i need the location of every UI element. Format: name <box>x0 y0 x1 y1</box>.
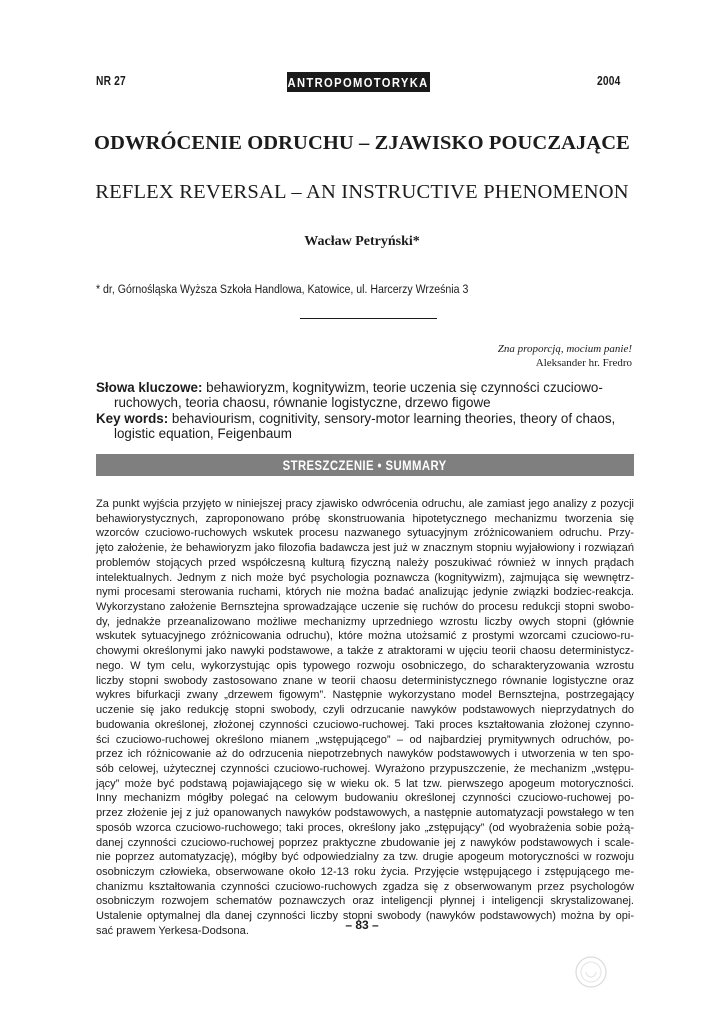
year: 2004 <box>597 74 621 88</box>
summary-line: przez ich różnicowanie aż do odrzucenia niepotrzebnych nawyków podstawowych i utworzenia w ten spo- <box>96 748 634 761</box>
summary-line: budowania określonej, złożonej czynności czuciowo-ruchowej. Taki proces kształtowania złożonej czynno- <box>96 718 634 731</box>
title-polish: ODWRÓCENIE ODRUCHU – ZJAWISKO POUCZAJĄCE <box>94 132 630 154</box>
keywords-pl-text-1: behawioryzm, kognitywizm, teorie uczenia się czynności czuciowo- <box>202 380 603 395</box>
summary-line: Za punkt wyjścia przyjęto w niniejszej pracy zjawisko odwrócenia odruchu, ale zamiast jego analizy z pozycji <box>96 498 634 510</box>
summary-line: jęto założenie, że behawioryzm jako filozofia badawcza jest już w znacznym stopniu wyjałowiony i rozwiązań <box>96 542 634 555</box>
page-number: – 83 – <box>345 918 379 932</box>
summary-line: dy, jednakże przeanalizowano możliwe mechanizmy uprzedniego wzrostu liczby owych stopni (głównie <box>96 615 634 628</box>
journal-name: ANTROPOMOTORYKA <box>287 74 430 90</box>
summary-line: przez złożenie jej z już opanowanych nawyków podstawowych, a następnie automatyzacji powstałego w ten <box>96 807 634 820</box>
summary-line: wskutek sytuacyjnego zróżnicowania odruchu), które można utożsamić z prostymi wzorcami czuciowo-ru- <box>96 630 634 643</box>
keywords-english <box>96 411 634 442</box>
keywords-pl-label: Słowa kluczowe: <box>96 380 203 395</box>
summary-text <box>96 497 634 939</box>
summary-line: danej czynności czuciowo-ruchowej poprzez praktyczne zbudowanie jej z nawyków podstawowych i scale- <box>96 836 634 849</box>
summary-heading: STRESZCZENIE • SUMMARY <box>282 457 447 473</box>
summary-line: sposób wzorca czuciowo-ruchowego; taki proces, określony jako „zstępujący” (od wyobrażenia sobie pożą- <box>96 821 634 834</box>
summary-line: osobniczym rozwojem schematów poznawczych oraz inteligencji płynnej i inteligencji skrystalizowanej. <box>96 895 634 908</box>
keywords-en-text-1: behaviourism, cognitivity, sensory-motor learning theories, theory of chaos, <box>168 411 616 426</box>
separator-rule <box>300 318 437 319</box>
motto-attribution: Aleksander hr. Fredro <box>535 357 632 369</box>
summary-line: intelektualnych. Jednym z nich może być psychologia poznawcza (kognitywizm), zajmująca się wewnętrz- <box>96 571 634 584</box>
summary-line: wzorców czuciowo-ruchowych wskutek procesu nazwanego sytuacyjnym zróżnicowaniem odruchu. Przy- <box>96 527 634 540</box>
summary-line: osobniczym człowieka, obserwowane około 12-13 roku życia. Przyjęcie wstępującego i zstępującego me- <box>96 865 634 878</box>
affiliation-footnote: * dr, Górnośląska Wyższa Szkoła Handlowa, Katowice, ul. Harcerzy Września 3 <box>96 282 469 296</box>
motto <box>498 342 632 370</box>
summary-line: Ustalenie optymalnej dla danej czynności liczby stopni swobody (nawyków podstawowych) można by opi- <box>96 910 634 923</box>
summary-line: liczby stopni swobody zastosowano znane w teorii chaosu deterministycznego równanie logistyczne oraz <box>96 674 634 687</box>
author: Wacław Petryński* <box>304 234 420 249</box>
keywords-en-label: Key words: <box>96 411 169 426</box>
summary-line: wykres bifurkacji zwany „drzewem figowym”. Następnie wykorzystano model Bernsztejna, postrzegający <box>96 689 634 702</box>
circular-stamp-icon <box>574 955 608 989</box>
motto-quote: Zna proporcją, mocium panie! <box>497 343 632 355</box>
summary-line: ści czuciowo-ruchowej określono mianem „wstępującego” – od najbardziej prymitywnych odruchów, po- <box>96 733 634 746</box>
summary-line: nymi procesami sterowania ruchami, których nie można badać analizując jedynie związki bodziec-reakcja. <box>96 586 634 599</box>
summary-heading-bar <box>96 454 634 476</box>
summary-line: nego. W tym celu, wykorzystując opis typowego rozwoju osobniczego, do scharakteryzowania wzrostu <box>96 659 634 672</box>
keywords-en-text-2: logistic equation, Feigenbaum <box>114 426 292 442</box>
title-english: REFLEX REVERSAL – AN INSTRUCTIVE PHENOMENON <box>95 181 629 203</box>
issue-number: NR 27 <box>96 74 126 88</box>
summary-line: problemów stojących przed współczesną kulturą fizyczną należy poszukiwać również w innych prądach <box>96 556 634 569</box>
summary-line: Wykorzystano założenie Bernsztejna sprowadzające uczenie się ruchów do procesu redukcji stopni swobo- <box>96 601 634 614</box>
summary-line: sób celowej, użytecznej czynności czuciowo-ruchowej. Wyrażono przypuszczenie, że mechanizm „wstępu- <box>96 762 634 775</box>
summary-line: jący” może być podstawą pojawiającego się w wieku ok. 5 lat tzw. pierwszego apogeum motoryczności. <box>96 777 634 790</box>
summary-line: uczenie się jako redukcję stopni swobody, czyli odrzucanie nawyków podstawowych nieprzydatnych do <box>96 704 634 717</box>
keywords-pl-text-2: ruchowych, teoria chaosu, równanie logistyczne, drzewo figowe <box>114 395 491 411</box>
summary-line: Inny mechanizm mógłby polegać na celowym budowaniu określonej czynności czuciowo-ruchowej po- <box>96 792 634 805</box>
summary-line: nie poprzez automatyzację), mógłby być odpowiedzialny za tzw. drugie apogeum motoryczności w rozwoju <box>96 851 634 864</box>
journal-name-banner <box>287 72 430 92</box>
summary-line: chowymi określonymi jako nawyki podstawowe, a także z atraktorami w ujęciu teorii chaosu deterministycz- <box>96 645 634 658</box>
summary-line: sać prawem Yerkesa-Dodsona. <box>96 924 249 937</box>
keywords-polish <box>96 380 634 411</box>
summary-line: chanizmu kształtowania czynności czuciowo-ruchowych zgadza się z obserwowanym przez psychologów <box>96 880 634 893</box>
summary-line: behawiorystycznych, zaproponowano próbę skonstruowania hipotetycznego mechanizmu tworzenia się <box>96 512 634 525</box>
